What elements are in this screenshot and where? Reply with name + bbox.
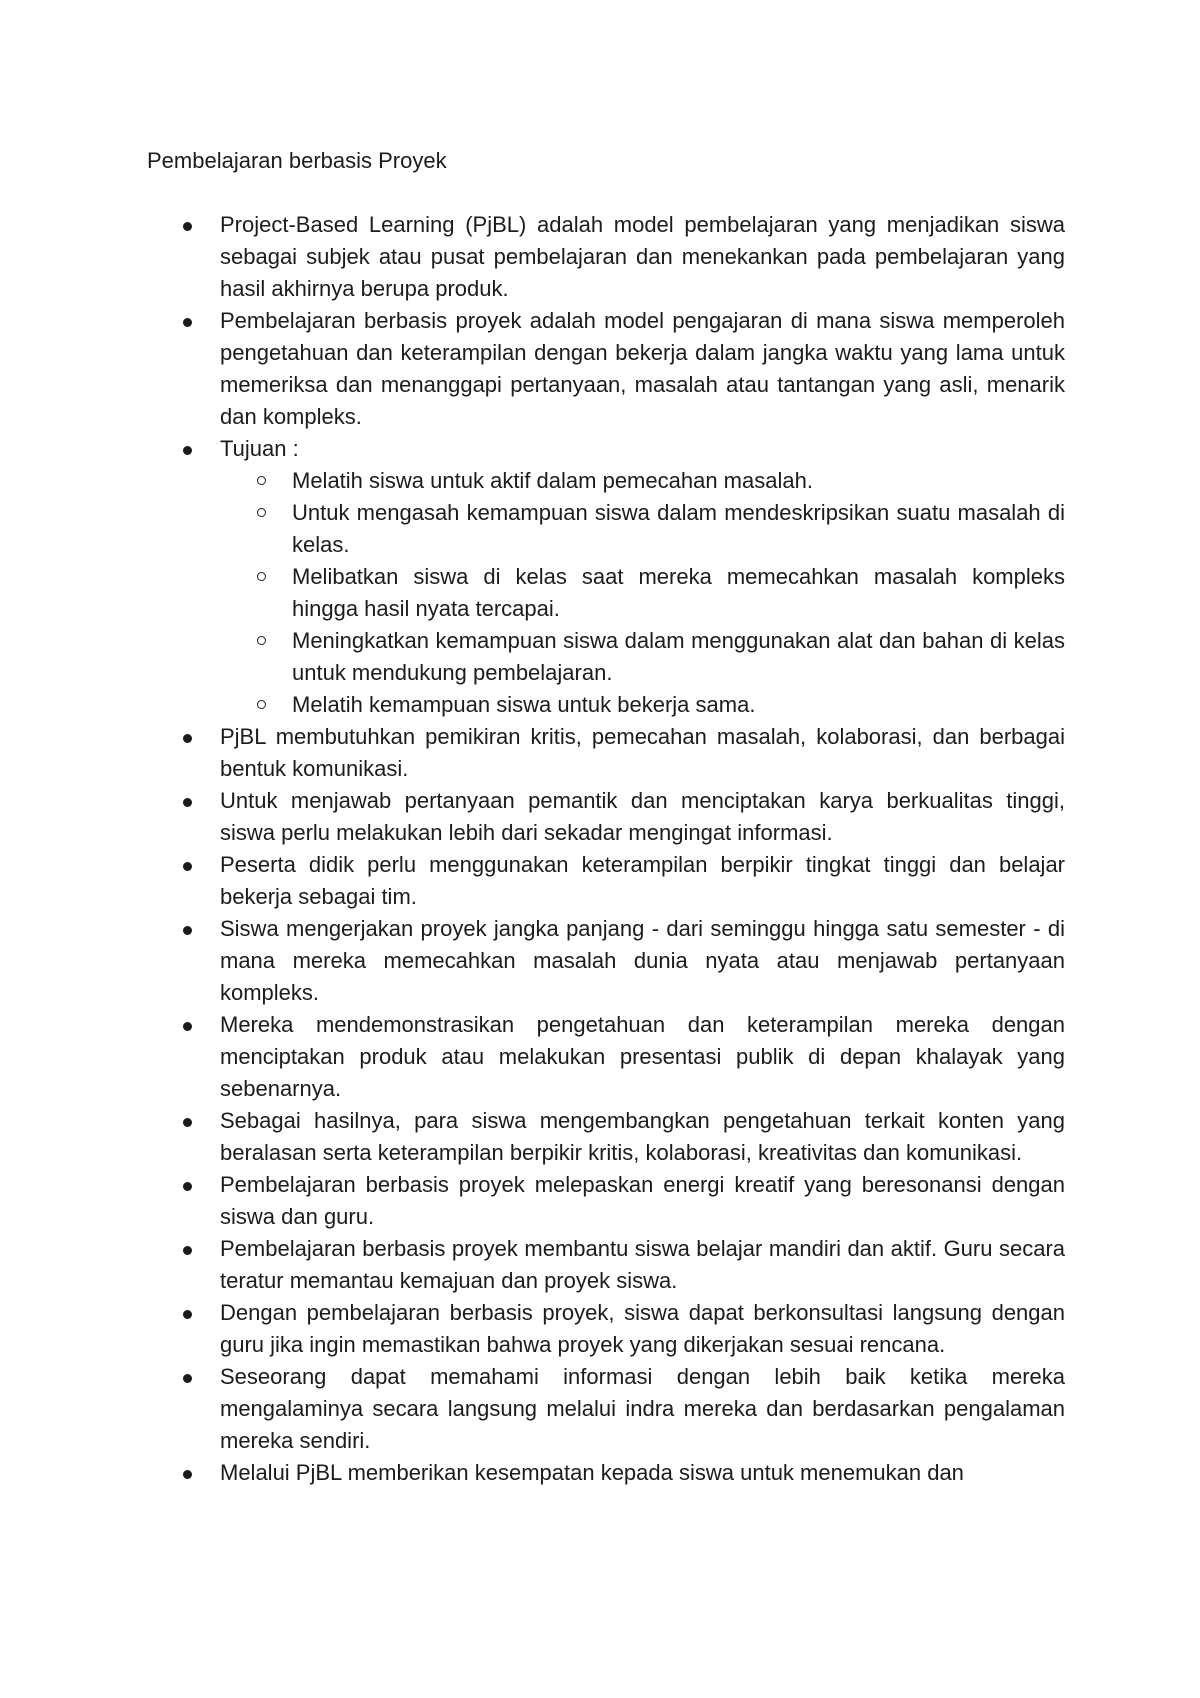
bullet-dot-icon	[183, 1182, 192, 1191]
hollow-circle-bullet-icon	[257, 476, 266, 485]
sub-list-item-text: Melatih siswa untuk aktif dalam pemecahan masalah.	[292, 468, 813, 493]
list-item	[0, 1297, 1065, 1361]
list-item-text: Melalui PjBL memberikan kesempatan kepada siswa untuk menemukan dan	[220, 1460, 964, 1485]
list-item	[0, 721, 1065, 785]
sub-list-item	[0, 689, 1065, 721]
hollow-circle-bullet-icon	[257, 508, 266, 517]
bullet-dot-icon	[183, 1374, 192, 1383]
bullet-dot-icon	[183, 862, 192, 871]
sub-list-item	[0, 465, 1065, 497]
bullet-list	[0, 209, 1200, 1489]
bullet-dot-icon	[183, 1310, 192, 1319]
sub-list-item-text: Melibatkan siswa di kelas saat mereka memecahkan masalah kompleks hingga hasil nyata tercapai.	[292, 564, 1065, 621]
tujuan-sub-list	[0, 465, 1200, 721]
list-item	[0, 913, 1065, 1009]
sub-list-item	[0, 625, 1065, 689]
list-item-text: Mereka mendemonstrasikan pengetahuan dan keterampilan mereka dengan menciptakan produk atau melakukan presentasi publik di depan khalayak yang sebenarnya.	[220, 1012, 1065, 1101]
sub-list-item	[0, 497, 1065, 561]
list-item-text: Untuk menjawab pertanyaan pemantik dan menciptakan karya berkualitas tinggi, siswa perlu melakukan lebih dari sekadar mengingat informasi.	[220, 788, 1065, 845]
list-item	[0, 1361, 1065, 1457]
bullet-dot-icon	[183, 734, 192, 743]
sub-list-item	[0, 561, 1065, 625]
list-item	[0, 1105, 1065, 1169]
list-item-text: Seseorang dapat memahami informasi dengan lebih baik ketika mereka mengalaminya secara langsung melalui indra mereka dan berdasarkan pengalaman mereka sendiri.	[220, 1364, 1065, 1453]
list-item	[0, 785, 1065, 849]
list-item-tujuan	[0, 433, 1065, 721]
sub-list-item-text: Melatih kemampuan siswa untuk bekerja sama.	[292, 692, 756, 717]
list-item-text: Pembelajaran berbasis proyek melepaskan energi kreatif yang beresonansi dengan siswa dan guru.	[220, 1172, 1065, 1229]
list-item	[0, 305, 1065, 433]
list-item	[0, 849, 1065, 913]
list-item	[0, 209, 1065, 305]
list-item-text: Peserta didik perlu menggunakan keterampilan berpikir tingkat tinggi dan belajar bekerja sebagai tim.	[220, 852, 1065, 909]
list-item-text: Pembelajaran berbasis proyek adalah model pengajaran di mana siswa memperoleh pengetahuan dan keterampilan dengan bekerja dalam jangka waktu yang lama untuk memeriksa dan menanggapi pertanyaan, masalah atau tantangan yang asli, menarik dan kompleks.	[220, 308, 1065, 429]
list-item-text: Dengan pembelajaran berbasis proyek, siswa dapat berkonsultasi langsung dengan guru jika ingin memastikan bahwa proyek yang dikerjakan sesuai rencana.	[220, 1300, 1065, 1357]
list-item-text: Siswa mengerjakan proyek jangka panjang - dari seminggu hingga satu semester - di mana mereka memecahkan masalah dunia nyata atau menjawab pertanyaan kompleks.	[220, 916, 1065, 1005]
list-item-text: Tujuan :	[220, 436, 299, 461]
bullet-dot-icon	[183, 798, 192, 807]
bullet-dot-icon	[183, 222, 192, 231]
bullet-dot-icon	[183, 1246, 192, 1255]
bullet-dot-icon	[183, 1022, 192, 1031]
sub-list-item-text: Untuk mengasah kemampuan siswa dalam mendeskripsikan suatu masalah di kelas.	[292, 500, 1065, 557]
list-item-text: Sebagai hasilnya, para siswa mengembangkan pengetahuan terkait konten yang beralasan serta keterampilan berpikir kritis, kolaborasi, kreativitas dan komunikasi.	[220, 1108, 1065, 1165]
page-title: Pembelajaran berbasis Proyek	[147, 148, 447, 173]
hollow-circle-bullet-icon	[257, 572, 266, 581]
hollow-circle-bullet-icon	[257, 700, 266, 709]
bullet-dot-icon	[183, 1118, 192, 1127]
sub-list-item-text: Meningkatkan kemampuan siswa dalam menggunakan alat dan bahan di kelas untuk mendukung pembelajaran.	[292, 628, 1065, 685]
list-item	[0, 1233, 1065, 1297]
list-item-text: Project-Based Learning (PjBL) adalah model pembelajaran yang menjadikan siswa sebagai subjek atau pusat pembelajaran dan menekankan pada pembelajaran yang hasil akhirnya berupa produk.	[220, 212, 1065, 301]
list-item	[0, 1169, 1065, 1233]
list-item	[0, 1009, 1065, 1105]
hollow-circle-bullet-icon	[257, 636, 266, 645]
bullet-dot-icon	[183, 446, 192, 455]
list-item-text: Pembelajaran berbasis proyek membantu siswa belajar mandiri dan aktif. Guru secara teratur memantau kemajuan dan proyek siswa.	[220, 1236, 1065, 1293]
list-item	[0, 1457, 1065, 1489]
bullet-dot-icon	[183, 318, 192, 327]
bullet-dot-icon	[183, 1470, 192, 1479]
bullet-dot-icon	[183, 926, 192, 935]
list-item-text: PjBL membutuhkan pemikiran kritis, pemecahan masalah, kolaborasi, dan berbagai bentuk komunikasi.	[220, 724, 1065, 781]
